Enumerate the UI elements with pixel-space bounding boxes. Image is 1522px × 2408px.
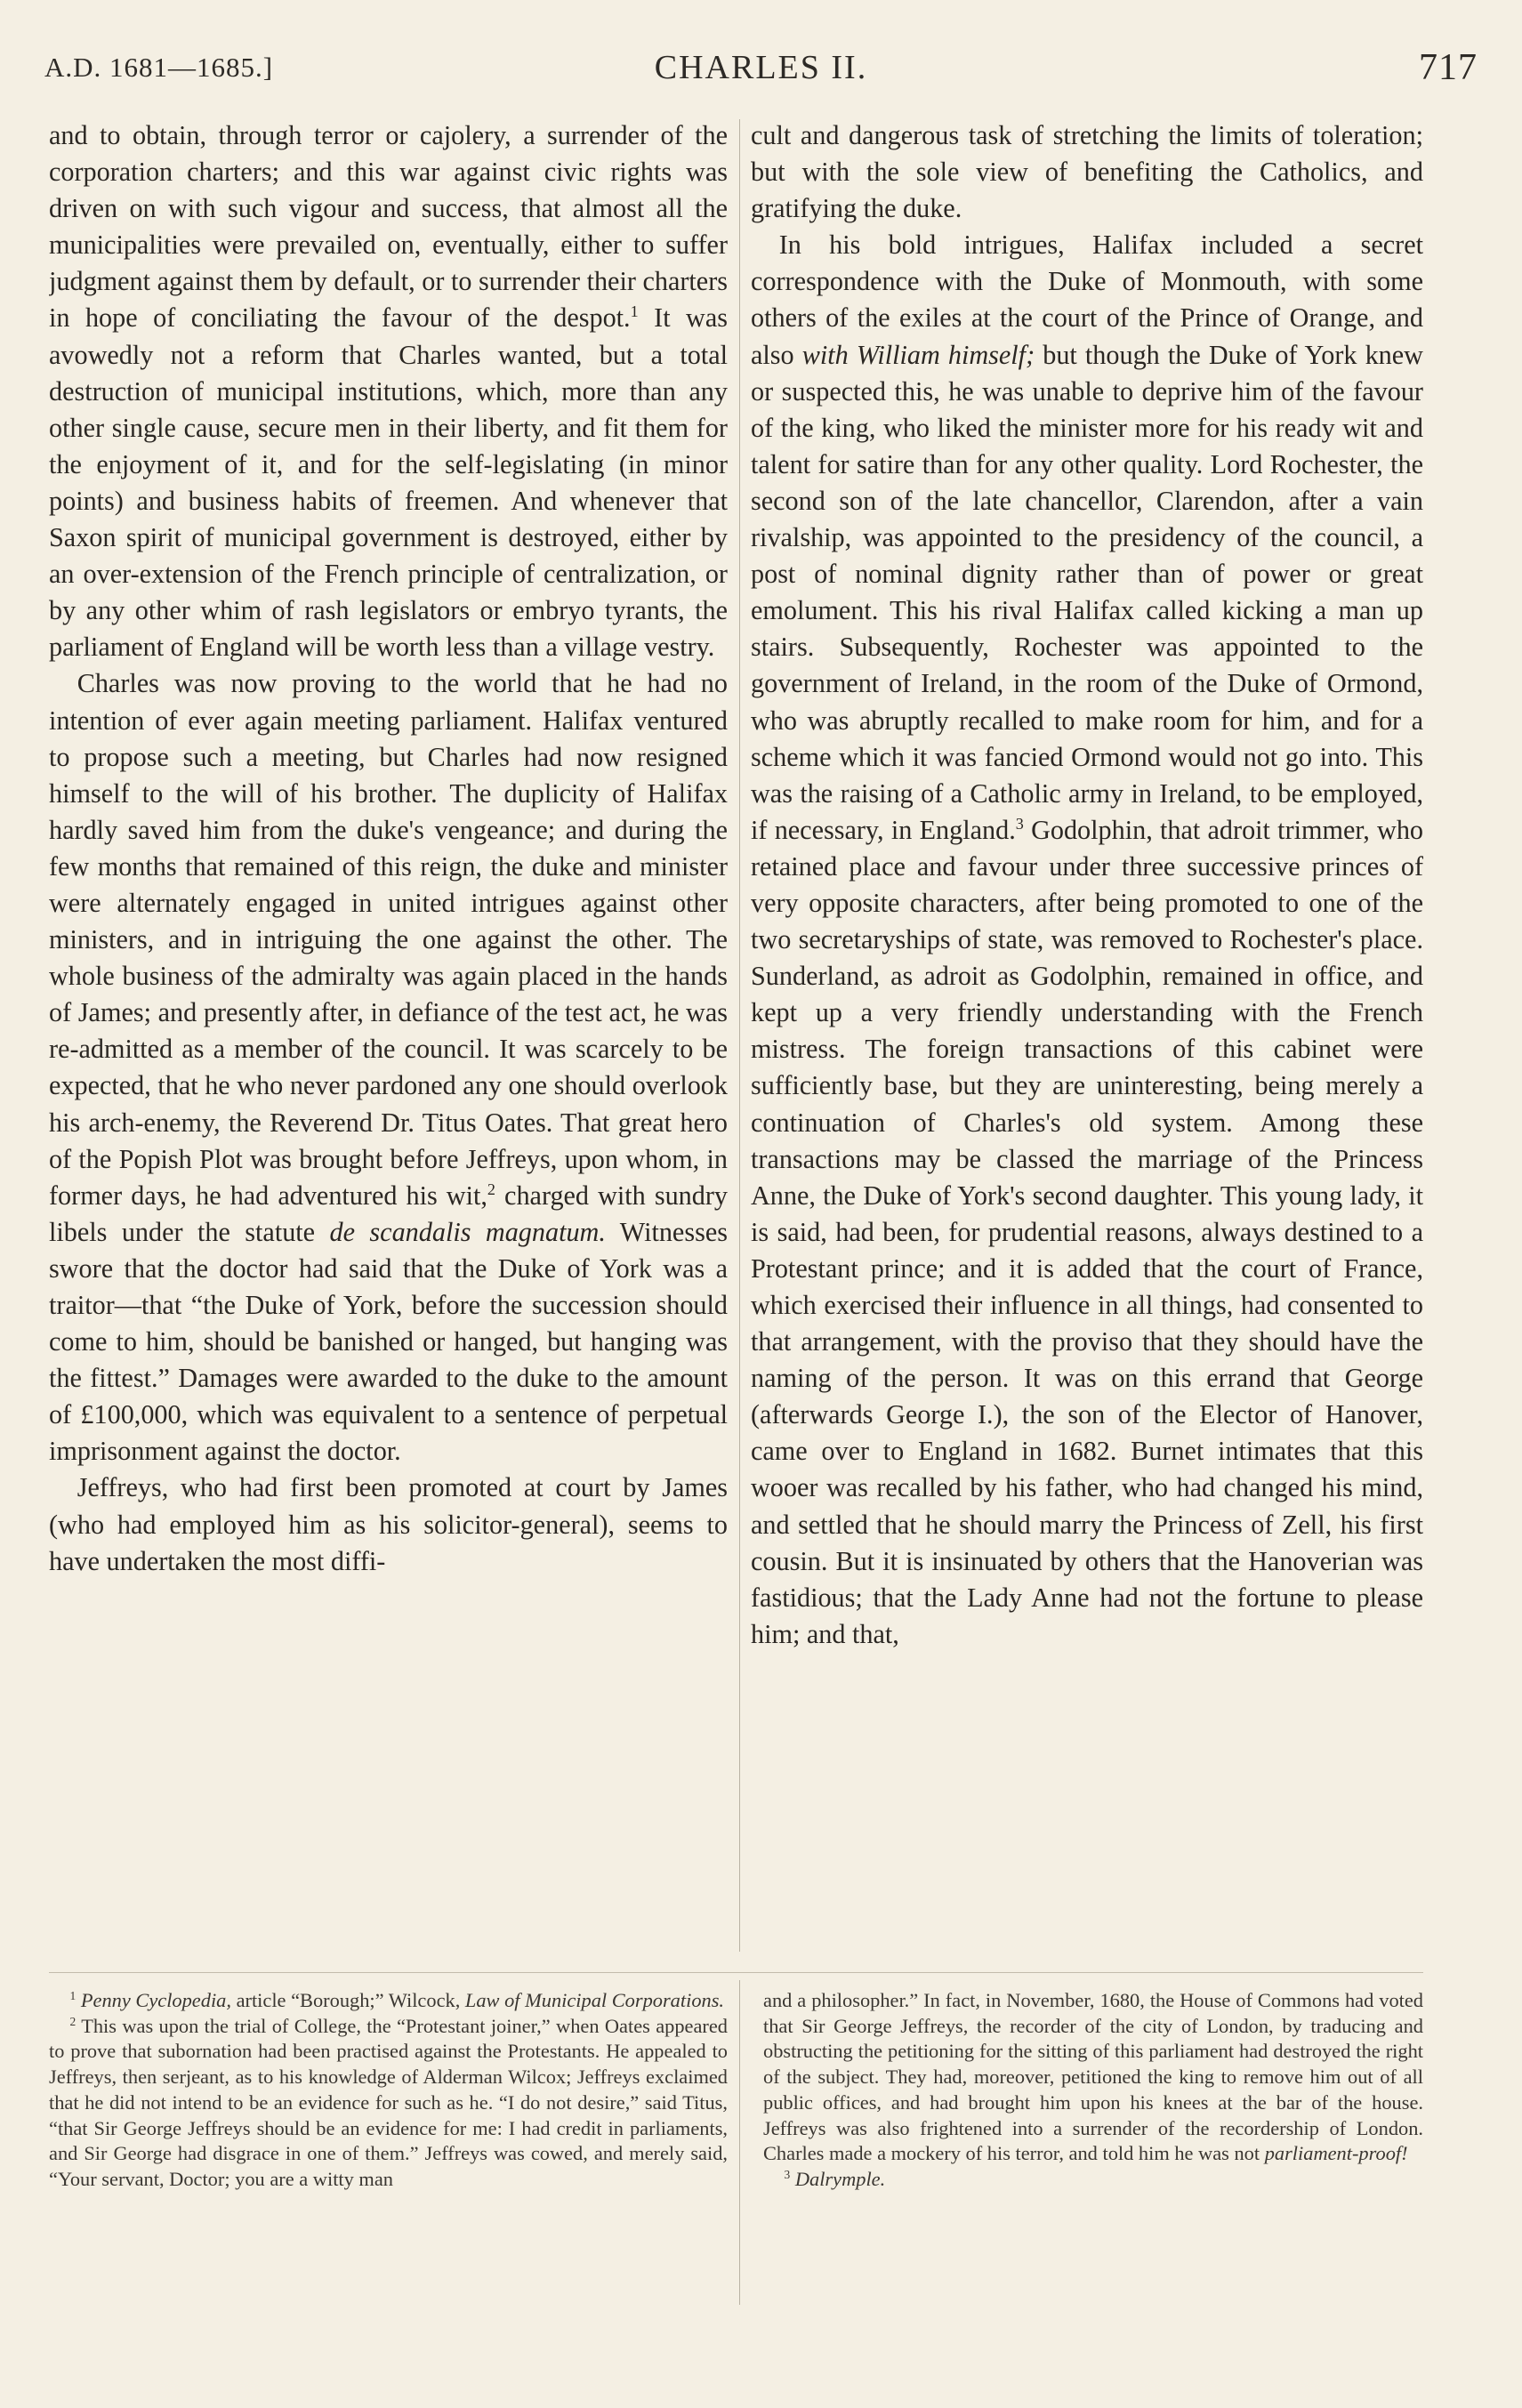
footnote-2: $^2$ This was upon the trial of College, the “Protestant joiner,” when Oates appeared to prove that subornation had been practised against the Protestants. He appealed to Jeffreys, then serjeant, as to his knowledge of Alderman Wilcox; Jeffreys exclaimed that he did not intend to be an evidence for such as he. “I do not desire,” said Titus, “that Sir George Jeffreys should be an evidence for me: I had credit in parliaments, and Sir George had disgrace in one of them.” Jeffreys was cowed, and merely said, “Your servant, Doctor; you are a witty man <box>49 2014 728 2190</box>
paragraph: In his bold intrigues, Halifax included a secret correspondence with the Duke of Monmouth, with some others of the exiles at the court of the Prince of Orange, and also with William himself; but though the Duke of York knew or suspected this, he was unable to deprive him of the favour of the king, who liked the minister more for his ready wit and talent for satire than for any other quality. Lord Rochester, the second son of the late chancellor, Clarendon, after a vain rivalship, was appointed to the presidency of the council, a post of nominal dignity rather than of power or great emolument. This his rival Halifax called kicking a man up stairs. Subsequently, Rochester was appointed to the government of Ireland, in the room of the Duke of Ormond, who was abruptly recalled to make room for him, and for a scheme which it was fancied Ormond would not go into. This was the raising of a Catholic army in Ireland, to be employed, if necessary, in England.$^3$ Godolphin, that adroit trimmer, who retained place and favour under three successive princes of very opposite characters, after being promoted to one of the two secretaryships of state, was removed to Rochester's place. Sunderland, as adroit as Godolphin, remained in office, and kept up a very friendly understanding with the French mistress. The foreign transactions of this cabinet were sufficiently base, but they are uninteresting, being merely a continuation of Charles's old system. Among these transactions may be classed the marriage of the Princess Anne, the Duke of York's second daughter. This young lady, it is said, had been, for prudential reasons, always destined to a Protestant prince; and it is added that the court of France, which exercised their influence in all things, had consented to that arrangement, with the proviso that they should have the naming of the person. It was on this errand that George (afterwards George I.), the son of the Elector of Hanover, came over to England in 1682. Burnet intimates that this wooer was recalled by his father, who had changed his mind, and settled that he should marry the Princess of Zell, his first cousin. But it is insinuated by others that the Hanoverian was fastidious; that the Lady Anne had not the fortune to please him; and that, <box>751 230 1423 1649</box>
footnotes-left <box>49 1988 728 2380</box>
footnote-ref[interactable]: 2 <box>487 1180 495 1198</box>
page-number: 717 <box>1419 47 1478 88</box>
header-date-range: A.D. 1681—1685.] <box>44 52 274 83</box>
footnote-1: $^1$ Penny Cyclopedia, article “Borough;” Wilcock, Law of Municipal Corporations. <box>69 1988 725 2011</box>
running-header <box>44 46 1478 96</box>
paragraph: and to obtain, through terror or cajolery, a surrender of the corporation charters; and this war against civic rights was driven on with such vigour and success, that almost all the municipalities were prevailed on, eventually, either to suffer judgment against them by default, or to surrender their charters in hope of conciliating the favour of the despot.$^1$ It was avowedly not a reform that Charles wanted, but a total destruction of municipal institutions, which, more than any other single cause, secure men in their liberty, and fit them for the enjoyment of it, and for the self-legislating (in minor points) and business habits of freemen. And whenever that Saxon spirit of municipal government is destroyed, either by an over-extension of the French principle of centralization, or by any other whim of rash legislators or embryo tyrants, the parliament of England will be worth less than a village vestry. <box>49 120 728 663</box>
right-column <box>751 117 1423 1959</box>
column-divider <box>739 119 740 1952</box>
header-title: CHARLES II. <box>654 49 868 86</box>
footnote-separator <box>49 1972 1423 1973</box>
paragraph: Jeffreys, who had first been promoted at court by James (who had employed him as his solicitor-general), seems to have undertaken the most diffi- <box>49 1472 728 1576</box>
footnotes-right <box>763 1988 1423 2380</box>
footnote-ref[interactable]: 1 <box>630 302 639 321</box>
footnote-column-divider <box>739 1980 740 2305</box>
paragraph: Charles was now proving to the world that he had no intention of ever again meeting parliament. Halifax ventured to propose such a meeting, but Charles had now resigned himself to the will of his brother. The duplicity of Halifax hardly saved him from the duke's vengeance; and during the few months that remained of this reign, the duke and minister were alternately engaged in united intrigues against other ministers, and in intriguing the one against the other. The whole business of the admiralty was again placed in the hands of James; and presently after, in defiance of the test act, he was re-admitted as a member of the council. It was scarcely to be expected, that he who never pardoned any one should overlook his arch-enemy, the Reverend Dr. Titus Oates. That great hero of the Popish Plot was brought before Jeffreys, upon whom, in former days, he had adventured his wit,$^2$ charged with sundry libels under the statute de scandalis magnatum. Witnesses swore that the doctor had said that the Duke of York was a traitor—that “the Duke of York, before the succession should come to him, should be banished or hanged, but hanging was the fittest.” Damages were awarded to the duke to the amount of £100,000, which was equivalent to a sentence of perpetual imprisonment against the doctor. <box>49 668 728 1467</box>
footnote-3: $^3$ Dalrymple. <box>784 2167 886 2190</box>
paragraph: cult and dangerous task of stretching the limits of toleration; but with the sole view of benefiting the Catholics, and gratifying the duke. <box>751 120 1423 224</box>
footnote-2-continued: and a philosopher.” In fact, in November, 1680, the House of Commons had voted that Sir George Jeffreys, the recorder of the city of London, by traducing and obstructing the petitioning for the sitting of this parliament had destroyed the right of the subject. They had, moreover, petitioned the king to remove him out of all public offices, and had brought him upon his knees at the bar of the house. Jeffreys was also frightened into a surrender of the recordership of London. Charles made a mockery of his terror, and told him he was not parliament-proof! <box>763 1989 1423 2165</box>
footnote-ref[interactable]: 3 <box>1015 814 1024 833</box>
left-column <box>49 117 728 1959</box>
